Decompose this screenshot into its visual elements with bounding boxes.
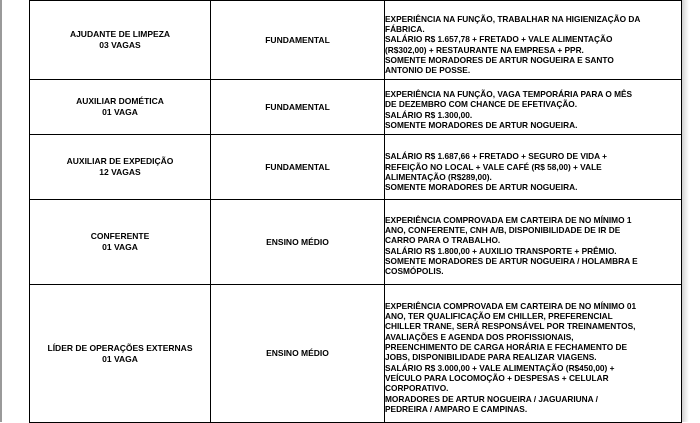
education-level: FUNDAMENTAL bbox=[265, 34, 330, 45]
page-right-shadow bbox=[681, 0, 689, 422]
requirement-line: SALÁRIO R$ 3.000,00 + VALE ALIMENTAÇÃO (R$450,00) + bbox=[385, 362, 615, 373]
requirement-line: PEDREIRA / AMPARO E CAMPINAS. bbox=[385, 403, 528, 414]
requirement-line: FÁBRICA. bbox=[385, 23, 425, 34]
requirement-line: ANTONIO DE POSSE. bbox=[385, 65, 471, 76]
job-openings: 01 VAGA bbox=[102, 353, 138, 364]
page-left-edge bbox=[0, 0, 2, 422]
table-row bbox=[30, 135, 682, 200]
requirement-line: VEÍCULO PARA LOCOMOÇÃO + DESPESAS + CELULAR bbox=[385, 372, 609, 383]
education-cell bbox=[211, 1, 385, 80]
job-title-cell bbox=[30, 135, 211, 200]
requirement-line: EXPERIÊNCIA NA FUNÇÃO, VAGA TEMPORÁRIA PARA O MÊS bbox=[385, 88, 633, 99]
table-row bbox=[30, 80, 682, 135]
job-title-cell bbox=[30, 200, 211, 285]
requirement-line: ANO, TER QUALIFICAÇÃO EM CHILLER, PREFERENCIAL bbox=[385, 311, 613, 322]
job-title-cell bbox=[30, 80, 211, 135]
requirements-cell bbox=[385, 135, 682, 200]
table-row bbox=[30, 1, 682, 80]
requirement-line: EXPERIÊNCIA NA FUNÇÃO, TRABALHAR NA HIGIENIZAÇÃO DA bbox=[385, 13, 641, 24]
requirement-line: SOMENTE MORADORES DE ARTUR NOGUEIRA. bbox=[385, 182, 578, 193]
requirement-line: PREENCHIMENTO DE CARGA HORÁRIA E FECHAMENTO DE bbox=[385, 342, 628, 353]
requirement-line: SALÁRIO R$ 1.657,78 + FRETADO + VALE ALIMENTAÇÃO bbox=[385, 34, 613, 45]
requirements-cell bbox=[385, 1, 682, 80]
requirement-line: ANO, CONFERENTE, CNH A/B, DISPONIBILIDADE DE IR DE bbox=[385, 224, 621, 235]
requirement-line: ALIMENTAÇÃO (R$289,00). bbox=[385, 172, 492, 182]
job-title: LÍDER DE OPERAÇÕES EXTERNAS bbox=[47, 342, 193, 353]
table-row bbox=[30, 200, 682, 285]
requirements-cell bbox=[385, 200, 682, 285]
requirement-line: (R$302,00) + RESTAURANTE NA EMPRESA + PPR. bbox=[385, 44, 584, 55]
job-title: CONFERENTE bbox=[90, 231, 150, 241]
requirement-line: SALÁRIO R$ 1.687,66 + FRETADO + SEGURO DE VIDA + bbox=[385, 151, 608, 162]
requirement-line: REFEIÇÃO NO LOCAL + VALE CAFÉ (R$ 58,00) + VALE bbox=[385, 161, 602, 172]
requirement-line: SOMENTE MORADORES DE ARTUR NOGUEIRA. bbox=[385, 119, 578, 130]
education-cell bbox=[211, 200, 385, 285]
requirement-line: CHILLER TRANE, SERÁ RESPONSÁVEL POR TREINAMENTOS, bbox=[385, 321, 636, 332]
education-level: FUNDAMENTAL bbox=[265, 101, 330, 112]
requirement-line: EXPERIÊNCIA COMPROVADA EM CARTEIRA DE NO MÍNIMO 01 bbox=[385, 300, 637, 311]
requirements-cell bbox=[385, 285, 682, 423]
requirement-line: SOMENTE MORADORES DE ARTUR NOGUEIRA / HOLAMBRA E bbox=[385, 255, 638, 266]
requirement-line: EXPERIÊNCIA COMPROVADA EM CARTEIRA DE NO MÍNIMO 1 bbox=[385, 214, 632, 225]
education-level: FUNDAMENTAL bbox=[265, 161, 330, 172]
job-title: AJUDANTE DE LIMPEZA bbox=[69, 29, 171, 39]
job-title: AUXILIAR DOMÉTICA bbox=[76, 96, 164, 106]
requirement-line: SALÁRIO R$ 1.800,00 + AUXILIO TRANSPORTE + PRÊMIO. bbox=[385, 245, 617, 256]
education-cell bbox=[211, 135, 385, 200]
requirement-line: AVALIAÇÕES E AGENDA DOS PROFISSIONAIS, bbox=[385, 331, 574, 342]
requirement-line: SOMENTE MORADORES DE ARTUR NOGUEIRA E SANTO bbox=[385, 54, 614, 65]
requirement-line: COSMÓPOLIS. bbox=[385, 266, 444, 277]
job-vacancies-table bbox=[29, 0, 682, 423]
job-title: AUXILIAR DE EXPEDIÇÃO bbox=[66, 156, 174, 166]
requirement-line: CARRO PARA O TRABALHO. bbox=[385, 235, 501, 246]
job-openings: 01 VAGA bbox=[102, 107, 138, 117]
table-row bbox=[30, 285, 682, 423]
requirement-line: CORPORATIVO. bbox=[385, 383, 449, 394]
job-openings: 12 VAGAS bbox=[99, 167, 141, 177]
education-cell bbox=[211, 285, 385, 423]
education-cell bbox=[211, 80, 385, 135]
requirement-line: JOBS, DISPONIBILIDADE PARA REALIZAR VIAGENS. bbox=[385, 352, 597, 363]
requirement-line: DE DEZEMBRO COM CHANCE DE EFETIVAÇÃO. bbox=[385, 99, 578, 110]
requirement-line: MORADORES DE ARTUR NOGUEIRA / JAGUARIUNA / bbox=[385, 393, 598, 404]
education-level: ENSINO MÉDIO bbox=[266, 236, 329, 247]
job-openings: 03 VAGAS bbox=[99, 40, 141, 50]
requirements-cell bbox=[385, 80, 682, 135]
job-openings: 01 VAGA bbox=[102, 242, 138, 252]
education-level: ENSINO MÉDIO bbox=[266, 348, 329, 358]
job-title-cell bbox=[30, 1, 211, 80]
requirement-line: SALÁRIO R$ 1.300,00. bbox=[385, 109, 473, 120]
job-title-cell bbox=[30, 285, 211, 423]
